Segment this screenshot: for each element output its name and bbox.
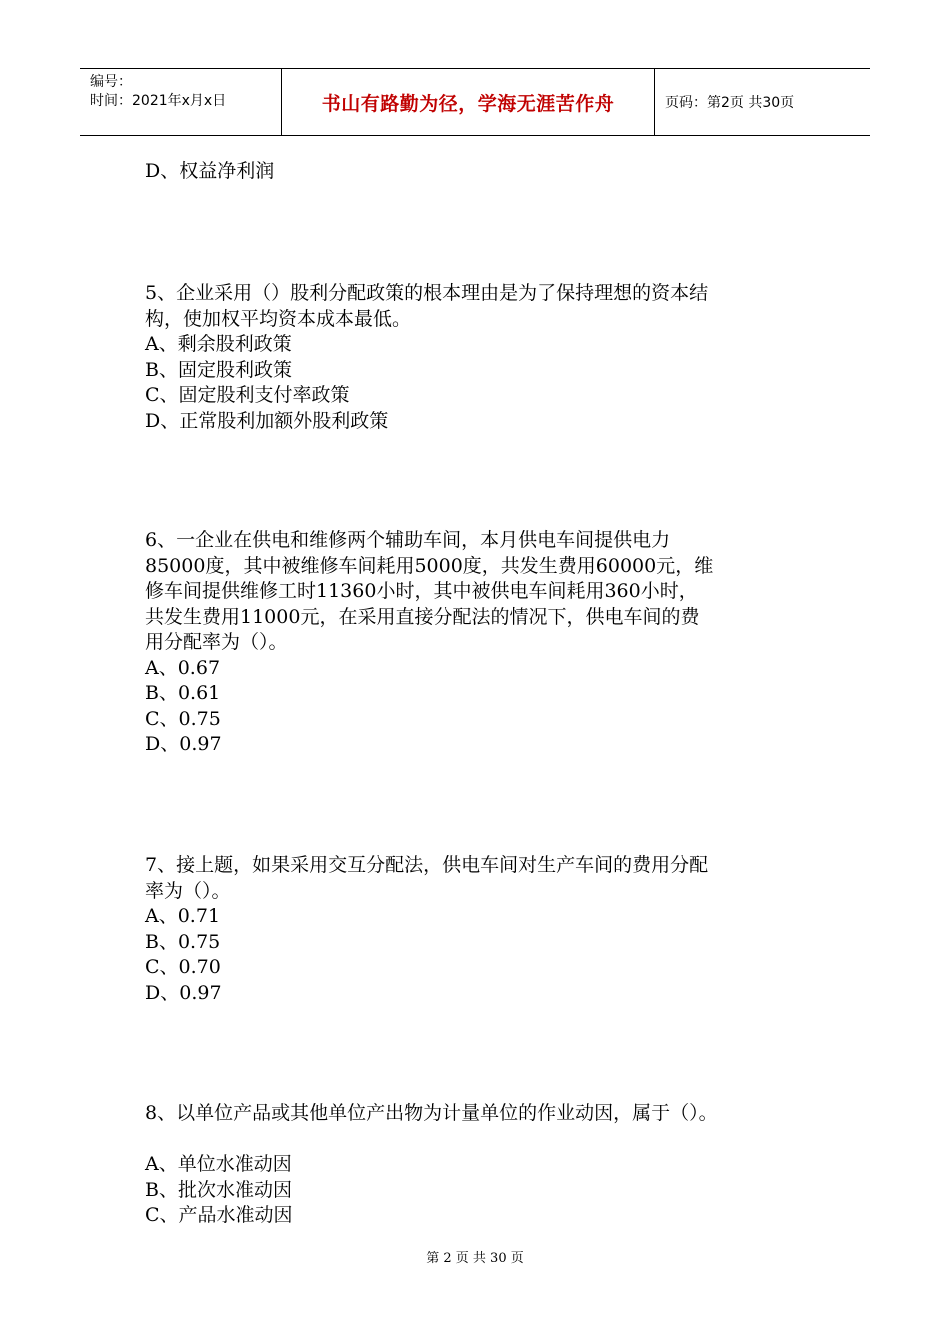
option-line: B、0.61 bbox=[145, 682, 221, 704]
question-text-line: 85000度，其中被维修车间耗用5000度，共发生费用60000元，维 bbox=[145, 554, 714, 577]
question-text-line: 5、企业采用（）股利分配政策的根本理由是为了保持理想的资本结 bbox=[145, 282, 709, 304]
option-line: B、批次水准动因 bbox=[145, 1178, 292, 1201]
document-number-label: 编号： bbox=[90, 74, 132, 90]
question-4-tail bbox=[145, 159, 825, 185]
page-footer: 第 2 页 共 30 页 bbox=[426, 1251, 524, 1266]
question-text-line: 构，使加权平均资本成本最低。 bbox=[145, 307, 412, 330]
option-line: D、0.97 bbox=[145, 981, 222, 1004]
option-line: A、单位水准动因 bbox=[145, 1153, 292, 1175]
option-line: B、固定股利政策 bbox=[145, 358, 292, 381]
page-header bbox=[80, 68, 870, 136]
option-line: C、0.75 bbox=[145, 707, 221, 730]
option-line: D、正常股利加额外股利政策 bbox=[145, 409, 389, 432]
question-8 bbox=[145, 1101, 825, 1127]
question-text-line: 率为（）。 bbox=[145, 879, 231, 902]
option-line: C、固定股利支付率政策 bbox=[145, 384, 350, 406]
question-7 bbox=[145, 853, 825, 1006]
question-text-line: 7、接上题，如果采用交互分配法，供电车间对生产车间的费用分配 bbox=[145, 854, 709, 876]
question-5 bbox=[145, 281, 825, 434]
header-motto: 书山有路勤为径，学海无涯苦作舟 bbox=[282, 69, 655, 135]
header-page-info: 页码：第2页 共30页 bbox=[665, 95, 795, 111]
option-line: C、0.70 bbox=[145, 956, 221, 978]
option-line: A、0.67 bbox=[145, 656, 221, 679]
option-line: B、0.75 bbox=[145, 930, 221, 953]
option-line: D、0.97 bbox=[145, 733, 222, 755]
question-text-line: 8、以单位产品或其他单位产出物为计量单位的作业动因，属于（）。 bbox=[145, 1102, 718, 1124]
option-line: C、产品水准动因 bbox=[145, 1204, 293, 1226]
option-line: A、0.71 bbox=[145, 905, 221, 927]
header-meta bbox=[80, 69, 282, 135]
question-text-line: 6、一企业在供电和维修两个辅助车间，本月供电车间提供电力 bbox=[145, 529, 671, 551]
question-text-line: 修车间提供维修工时11360小时，其中被供电车间耗用360小时， bbox=[145, 580, 698, 602]
question-text-line: 共发生费用11000元，在采用直接分配法的情况下，供电车间的费 bbox=[145, 605, 700, 628]
option-line: A、剩余股利政策 bbox=[145, 333, 292, 355]
document-time-label: 时间：2021年x月x日 bbox=[90, 93, 227, 109]
option-line: D、权益净利润 bbox=[145, 160, 275, 182]
question-text-line: 用分配率为（）。 bbox=[145, 631, 288, 653]
question-6 bbox=[145, 528, 825, 758]
question-8-options bbox=[145, 1152, 825, 1229]
